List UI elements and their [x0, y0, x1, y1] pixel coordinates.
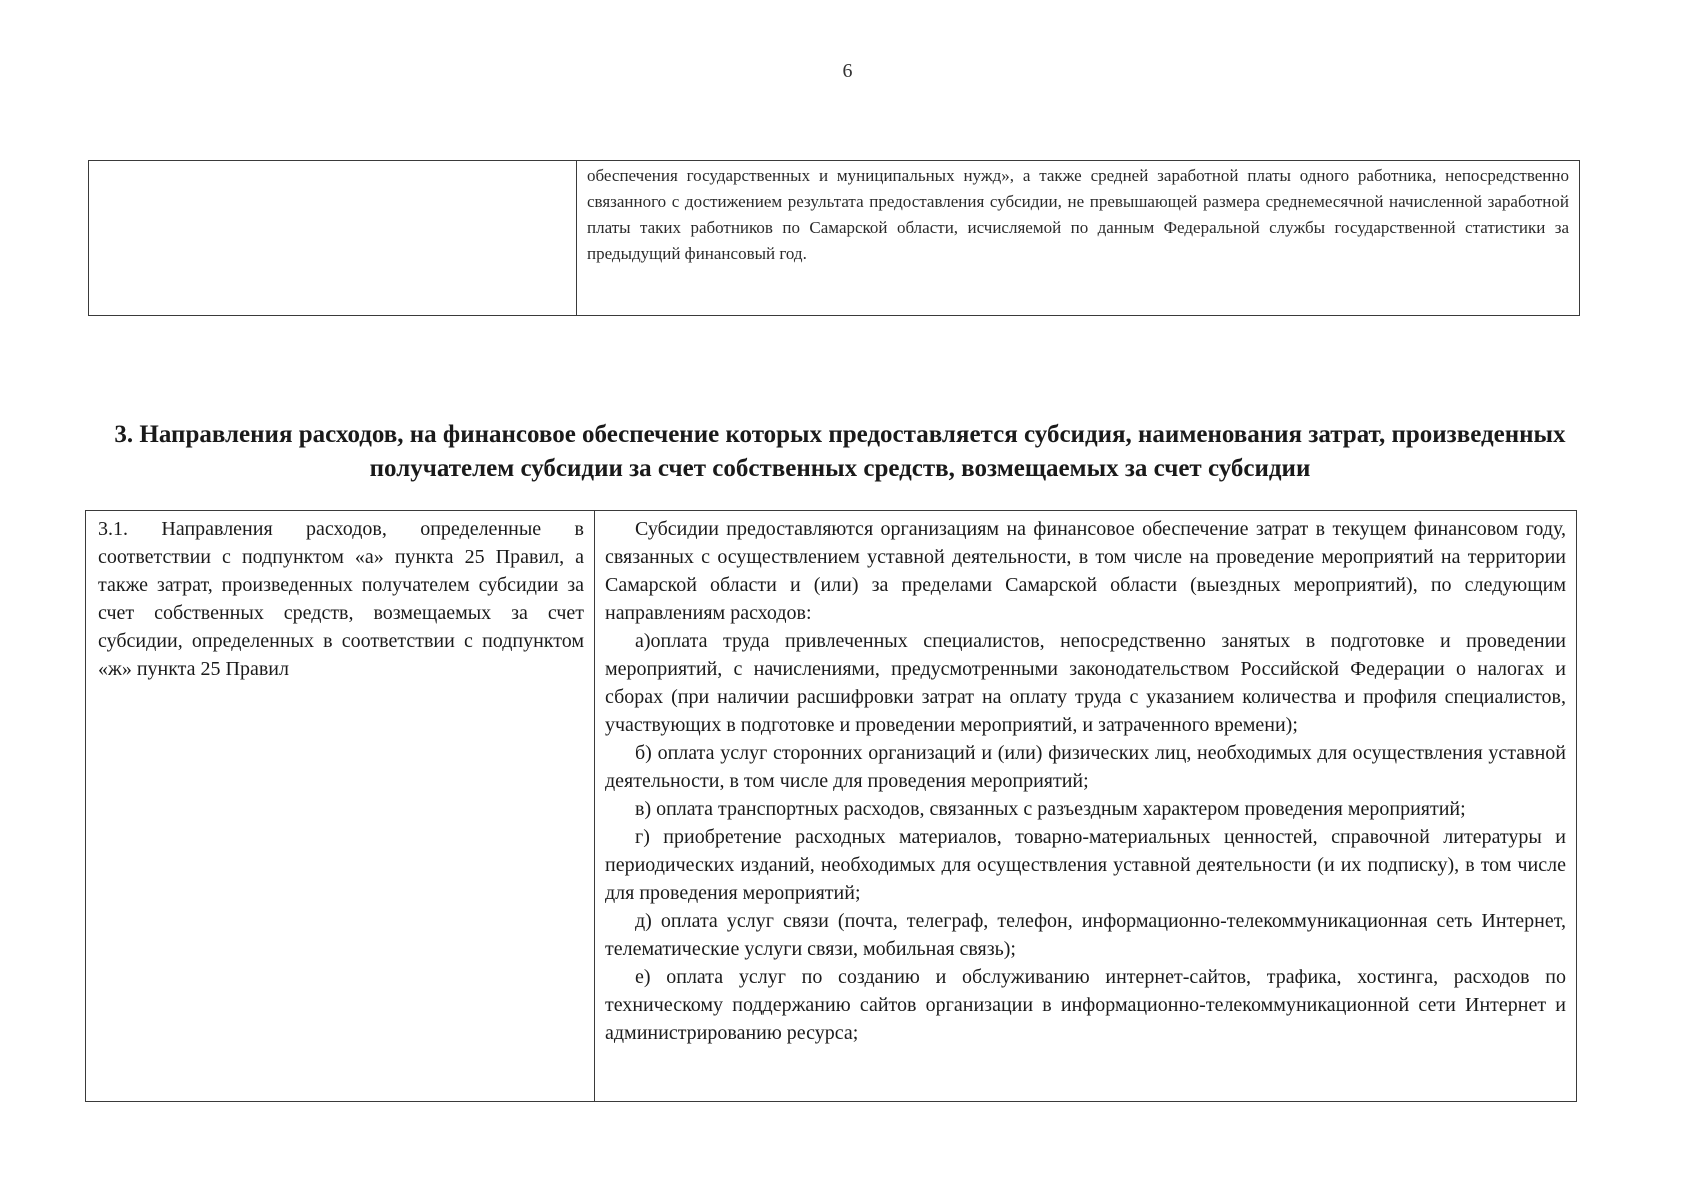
paragraph-item-g: г) приобретение расходных материалов, товарно-материальных ценностей, справочной литературы и периодических изданий, необходимых для осуществления уставной деятельности (и их подписку), в том числе для проведения мероприятий;	[605, 826, 1566, 904]
paragraph-item-d: д) оплата услуг связи (почта, телеграф, телефон, информационно-телекоммуникационная сеть Интернет, телематические услуги связи, мобильная связь);	[605, 910, 1566, 960]
paragraph-item-e: е) оплата услуг по созданию и обслуживанию интернет-сайтов, трафика, хостинга, расходов по техническому поддержанию сайтов организации в информационно-телекоммуникационной сети Интернет и администрированию ресурса;	[605, 966, 1566, 1044]
continuation-table-left-cell	[89, 161, 577, 316]
paragraph-item-a: а)оплата труда привлеченных специалистов, непосредственно занятых в подготовке и проведении мероприятий, с начислениями, предусмотренными законодательством Российской Федерации о налогах и сборах (при наличии расшифровки затрат на оплату труда с указанием количества и профиля специалистов, участвующих в подготовке и проведении мероприятий, и затраченного времени);	[605, 630, 1566, 736]
continuation-table	[88, 160, 1580, 316]
expense-directions-table	[85, 510, 1577, 1102]
page-number: 6	[842, 60, 853, 82]
paragraph-item-b: б) оплата услуг сторонних организаций и (или) физических лиц, необходимых для осуществления уставной деятельности, в том числе для проведения мероприятий;	[605, 742, 1566, 792]
paragraph-item-v: в) оплата транспортных расходов, связанных с разъездным характером проведения мероприятий;	[635, 798, 1466, 820]
section-heading: 3. Направления расходов, на финансовое обеспечение которых предоставляется субсидия, наименования затрат, произведенных получателем субсидии за счет собственных средств, возмещаемых за счет субсидии	[114, 421, 1566, 482]
paragraph-intro: Субсидии предоставляются организациям на финансовое обеспечение затрат в текущем финансовом году, связанных с осуществлением уставной деятельности, в том числе на проведение мероприятий на территории Самарской области и (или) за пределами Самарской области (выездных мероприятий), по следующим направлениям расходов:	[605, 518, 1566, 624]
expense-directions-right-cell	[595, 511, 1577, 1102]
expense-directions-left-cell: 3.1. Направления расходов, определенные в соответствии с подпунктом «а» пункта 25 Правил, а также затрат, произведенных получателем субсидии за счет собственных средств, возмещаемых за счет субсидии, определенных в соответствии с подпунктом «ж» пункта 25 Правил	[86, 511, 595, 1102]
continuation-table-right-cell: обеспечения государственных и муниципальных нужд», а также средней заработной платы одного работника, непосредственно связанного с достижением результата предоставления субсидии, не превышающей размера среднемесячной начисленной заработной платы таких работников по Самарской области, исчисляемой по данным Федеральной службы государственной статистики за предыдущий финансовый год.	[577, 161, 1580, 316]
